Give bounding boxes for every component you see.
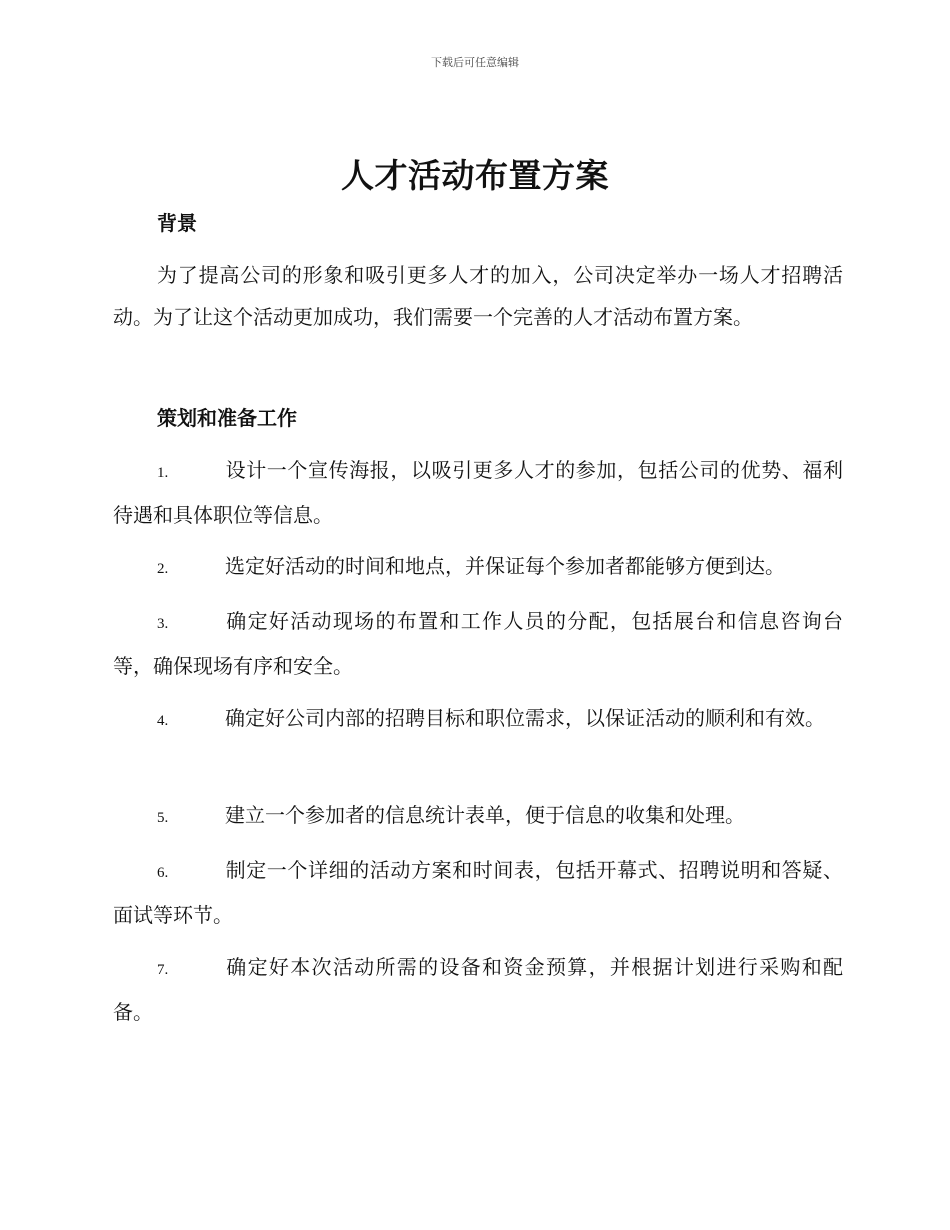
list-item [113,697,843,742]
header-note: 下载后可任意编辑 [431,56,519,69]
list-item-number: 1. [157,465,169,481]
list-item-text: 选定好活动的时间和地点，并保证每个参加者都能够方便到达。 [225,554,785,578]
list-item-number: 3. [157,616,169,632]
list-item [113,946,843,1033]
document-title: 人才活动布置方案 [341,156,609,195]
list-item-text: 确定好公司内部的招聘目标和职位需求，以保证活动的顺利和有效。 [225,706,825,730]
section-heading-planning: 策划和准备工作 [157,406,297,430]
list-item-number: 4. [157,713,169,729]
list-item-text: 设计一个宣传海报，以吸引更多人才的参加，包括公司的优势、福利待遇和具体职位等信息。 [113,458,843,527]
background-paragraph: 为了提高公司的形象和吸引更多人才的加入，公司决定举办一场人才招聘活动。为了让这个活动更加成功，我们需要一个完善的人才活动布置方案。 [113,263,843,329]
list-item-number: 2. [157,561,169,577]
list-item [113,794,843,839]
list-item-text: 确定好本次活动所需的设备和资金预算，并根据计划进行采购和配备。 [113,955,843,1024]
list-item-number: 5. [157,810,169,826]
list-item-text: 确定好活动现场的布置和工作人员的分配，包括展台和信息咨询台等，确保现场有序和安全。 [113,609,843,678]
list-item-number: 6. [157,865,169,881]
list-item [113,849,843,936]
list-item-text: 制定一个详细的活动方案和时间表，包括开幕式、招聘说明和答疑、面试等环节。 [113,858,843,927]
section-heading-background: 背景 [157,211,197,235]
list-item [113,545,843,590]
list-item-text: 建立一个参加者的信息统计表单，便于信息的收集和处理。 [225,803,745,827]
list-item-number: 7. [157,962,169,978]
list-item [113,600,843,687]
list-item [113,449,843,536]
